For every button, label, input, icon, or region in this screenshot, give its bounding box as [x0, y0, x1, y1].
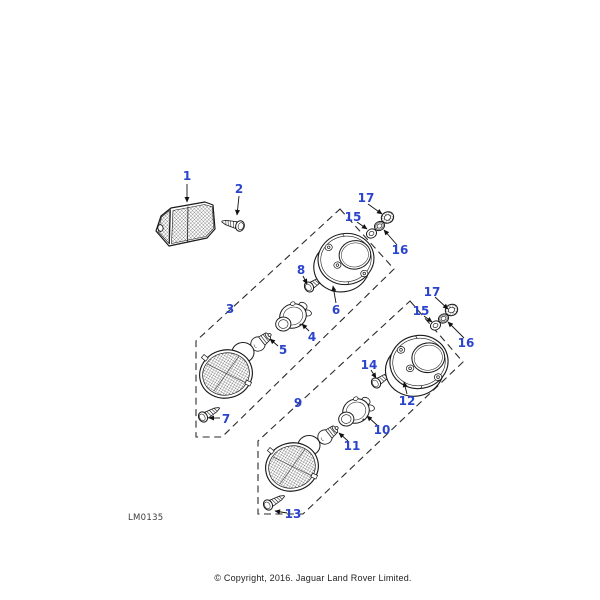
callout-4[interactable]: 4 — [307, 330, 317, 344]
part-bulb-holder-10 — [336, 393, 376, 428]
part-screw-7 — [197, 403, 222, 423]
callout-1[interactable]: 1 — [182, 169, 192, 183]
part-lens-assembly-1 — [194, 343, 258, 405]
callout-11[interactable]: 11 — [343, 439, 361, 453]
part-lens-assembly-2 — [260, 436, 324, 498]
callout-2[interactable]: 2 — [234, 182, 244, 196]
callout-10[interactable]: 10 — [373, 423, 391, 437]
callout-16-a[interactable]: 16 — [391, 243, 409, 257]
callout-16-b[interactable]: 16 — [457, 336, 475, 350]
part-screw-13 — [262, 491, 287, 511]
callout-14[interactable]: 14 — [360, 358, 378, 372]
part-fixings-15-16-17-a — [365, 210, 396, 240]
callout-15-b[interactable]: 15 — [412, 304, 430, 318]
part-housing-6 — [309, 229, 380, 296]
callout-6[interactable]: 6 — [331, 303, 341, 317]
part-bulb-holder-4 — [273, 298, 313, 333]
part-fixings-15-16-17-b — [429, 302, 460, 332]
callout-5[interactable]: 5 — [278, 343, 288, 357]
copyright-notice: © Copyright, 2016. Jaguar Land Rover Limited. — [214, 573, 412, 583]
callout-15-a[interactable]: 15 — [344, 210, 362, 224]
callout-3[interactable]: 3 — [225, 302, 235, 316]
callout-13[interactable]: 13 — [284, 507, 302, 521]
callout-8[interactable]: 8 — [296, 263, 306, 277]
callout-9[interactable]: 9 — [293, 396, 303, 410]
callout-17-a[interactable]: 17 — [357, 191, 375, 205]
part-housing-12 — [380, 331, 453, 401]
callout-12[interactable]: 12 — [398, 394, 416, 408]
callout-7[interactable]: 7 — [221, 412, 231, 426]
part-screw-2 — [221, 216, 246, 232]
callout-17-b[interactable]: 17 — [423, 285, 441, 299]
diagram-code: LM0135 — [128, 513, 164, 523]
part-reflector — [156, 202, 215, 246]
